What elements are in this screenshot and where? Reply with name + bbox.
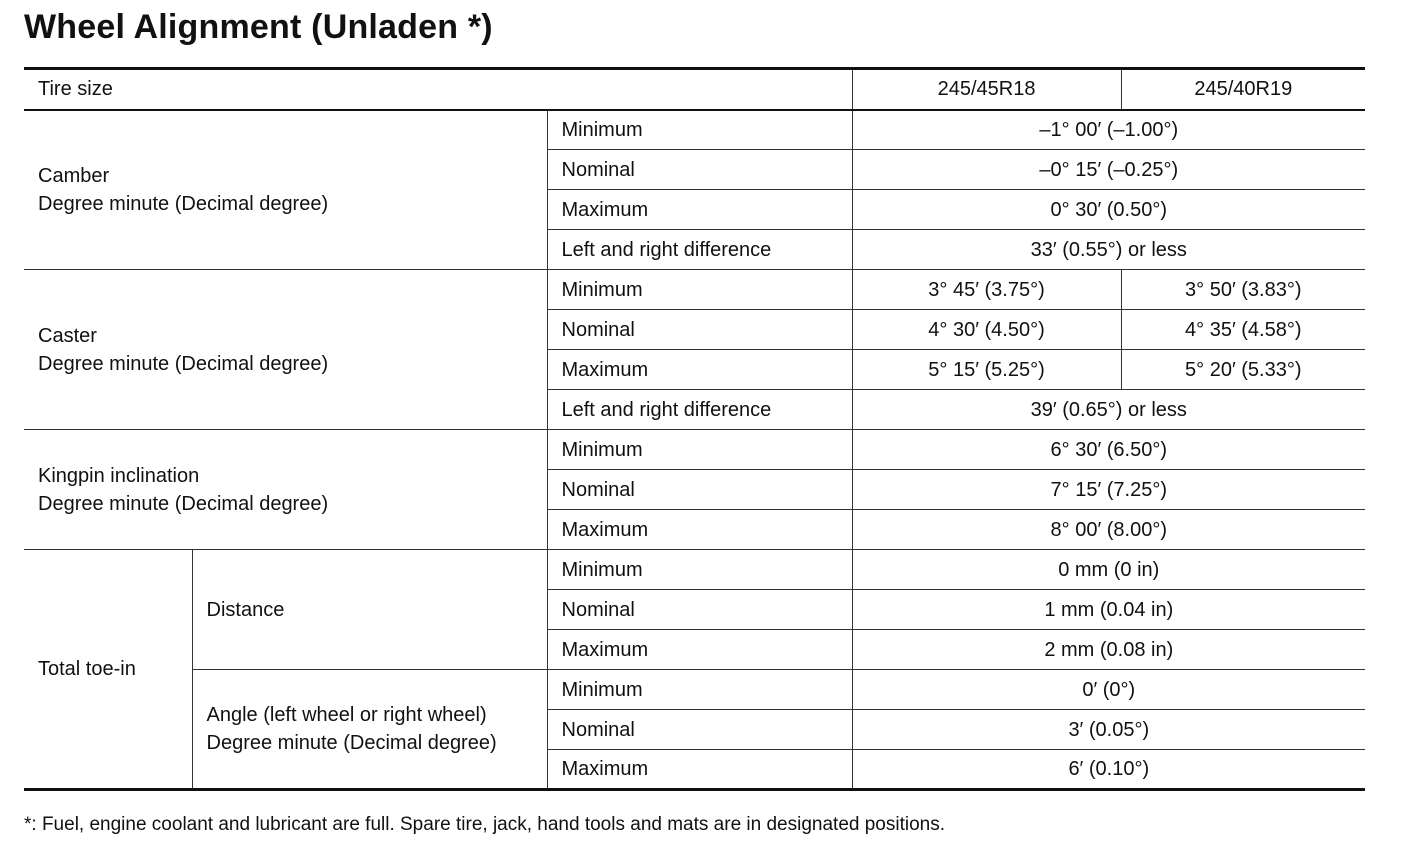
toe-angle-minimum-value: 0′ (0°) [852,670,1365,710]
caster-minimum-row [24,270,1365,310]
kingpin-name: Kingpin inclination [38,464,200,487]
caster-nominal-245-40r19: 4° 35′ (4.58°) [1121,310,1365,350]
tire-size-245-40r19: 245/40R19 [1121,69,1365,110]
caster-maximum-label: Maximum [547,350,852,390]
toe-angle-maximum-value: 6′ (0.10°) [852,750,1365,790]
kingpin-nominal-value: 7° 15′ (7.25°) [852,470,1365,510]
caster-maximum-245-40r19: 5° 20′ (5.33°) [1121,350,1365,390]
page-title: Wheel Alignment (Unladen *) [24,8,493,46]
camber-name: Camber [38,164,110,187]
toe-angle-label [192,670,547,790]
toe-angle-maximum-label: Maximum [547,750,852,790]
camber-difference-value: 33′ (0.55°) or less [852,230,1365,270]
footnote: *: Fuel, engine coolant and lubricant are full. Spare tire, jack, hand tools and mats are in designated positions. [24,814,945,835]
caster-difference-label: Left and right difference [547,390,852,430]
header-row [24,69,1365,110]
toe-distance-minimum-label: Minimum [547,550,852,590]
kingpin-label [24,430,547,550]
kingpin-unit: Degree minute (Decimal degree) [38,492,329,515]
camber-maximum-label: Maximum [547,190,852,230]
caster-difference-value: 39′ (0.65°) or less [852,390,1365,430]
kingpin-minimum-label: Minimum [547,430,852,470]
kingpin-minimum-row [24,430,1365,470]
caster-nominal-245-45r18: 4° 30′ (4.50°) [852,310,1121,350]
tire-size-245-45r18: 245/45R18 [852,69,1121,110]
camber-minimum-row [24,110,1365,150]
toe-angle-minimum-label: Minimum [547,670,852,710]
toe-angle-name: Angle (left wheel or right wheel) [206,704,487,726]
camber-label [24,110,547,270]
toe-distance-label: Distance [192,550,547,670]
caster-minimum-label: Minimum [547,270,852,310]
toe-angle-nominal-value: 3′ (0.05°) [852,710,1365,750]
tire-size-label: Tire size [24,69,852,110]
caster-nominal-label: Nominal [547,310,852,350]
kingpin-minimum-value: 6° 30′ (6.50°) [852,430,1365,470]
toe-distance-maximum-value: 2 mm (0.08 in) [852,630,1365,670]
camber-difference-label: Left and right difference [547,230,852,270]
camber-minimum-label: Minimum [547,110,852,150]
camber-minimum-value: –1° 00′ (–1.00°) [852,110,1365,150]
caster-name: Caster [38,324,97,347]
toe-angle-unit: Degree minute (Decimal degree) [206,732,497,754]
kingpin-nominal-label: Nominal [547,470,852,510]
camber-nominal-label: Nominal [547,150,852,190]
camber-maximum-value: 0° 30′ (0.50°) [852,190,1365,230]
camber-nominal-value: –0° 15′ (–0.25°) [852,150,1365,190]
wheel-alignment-table [24,67,1365,791]
toe-distance-minimum-value: 0 mm (0 in) [852,550,1365,590]
caster-minimum-245-40r19: 3° 50′ (3.83°) [1121,270,1365,310]
toe-angle-minimum-row [24,670,1365,710]
caster-minimum-245-45r18: 3° 45′ (3.75°) [852,270,1121,310]
kingpin-maximum-value: 8° 00′ (8.00°) [852,510,1365,550]
caster-unit: Degree minute (Decimal degree) [38,352,329,375]
toe-label: Total toe-in [24,550,192,790]
toe-distance-nominal-value: 1 mm (0.04 in) [852,590,1365,630]
camber-unit: Degree minute (Decimal degree) [38,192,329,215]
toe-distance-minimum-row [24,550,1365,590]
kingpin-maximum-label: Maximum [547,510,852,550]
caster-label [24,270,547,430]
caster-maximum-245-45r18: 5° 15′ (5.25°) [852,350,1121,390]
toe-distance-nominal-label: Nominal [547,590,852,630]
toe-angle-nominal-label: Nominal [547,710,852,750]
toe-distance-maximum-label: Maximum [547,630,852,670]
